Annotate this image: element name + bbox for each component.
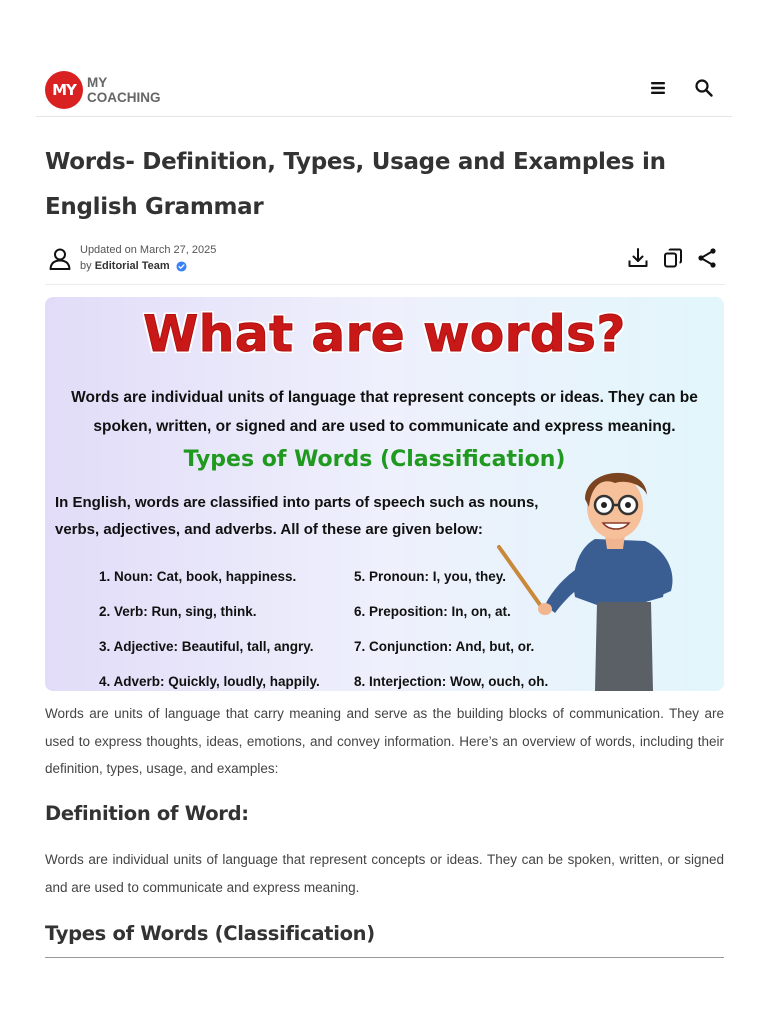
list-item: 4. Adverb: Quickly, loudly, happily.	[99, 674, 320, 689]
list-item: 1. Noun: Cat, book, happiness.	[99, 569, 297, 584]
hero-title: What are words?	[143, 305, 626, 363]
parts-of-speech-left	[99, 559, 320, 691]
list-item: 8. Interjection: Wow, ouch, oh.	[354, 674, 549, 689]
article-meta	[45, 240, 725, 285]
article-title: Words- Definition, Types, Usage and Examples in English Grammar	[45, 149, 666, 220]
hero-subtitle-text: Types of Words (Classification)	[183, 447, 566, 472]
author-line	[80, 258, 216, 274]
hero-image	[45, 297, 724, 691]
list-item: 7. Conjunction: And, but, or.	[354, 639, 535, 654]
definition-heading: Definition of Word:	[45, 802, 249, 825]
meta-text	[80, 242, 216, 274]
definition-paragraph: Words are individual units of language that represent concepts or ideas. They can be spoken, written, or signed and are used to communicate and express meaning.	[45, 852, 724, 895]
list-item: 6. Preposition: In, on, at.	[354, 604, 511, 619]
search-icon[interactable]	[692, 76, 716, 100]
list-item: 5. Pronoun: I, you, they.	[354, 569, 507, 584]
share-icon[interactable]	[695, 246, 719, 270]
list-item: 2. Verb: Run, sing, think.	[99, 604, 257, 619]
download-icon[interactable]	[626, 246, 650, 270]
hero-definition-text: Words are individual units of language that represent concepts or ideas. They can be spoken, written, or signed and are used to communicate and express meaning.	[71, 389, 698, 435]
logo-badge: MY	[45, 71, 83, 109]
author-name[interactable]: Editorial Team	[94, 260, 170, 272]
site-logo[interactable]	[45, 71, 161, 109]
hero-definition	[45, 383, 724, 441]
section-divider	[45, 957, 724, 958]
teacher-illustration	[485, 437, 724, 691]
site-header	[36, 60, 732, 117]
list-item: 3. Adjective: Beautiful, tall, angry.	[99, 639, 314, 654]
logo-line-2: COACHING	[87, 90, 161, 105]
verified-icon	[176, 261, 187, 272]
by-prefix: by	[80, 260, 92, 272]
user-icon	[47, 246, 73, 272]
hero-intro: In English, words are classified into parts of speech such as nouns, verbs, adjectives, and adverbs. All of these are given below:	[55, 494, 539, 538]
menu-icon[interactable]	[646, 76, 670, 100]
logo-text	[87, 75, 161, 105]
intro-paragraph: Words are units of language that carry meaning and serve as the building blocks of communication. They are used to express thoughts, ideas, emotions, and convey information. Here’s an overview of words, including their definition, types, usage, and examples:	[45, 706, 724, 776]
copy-icon[interactable]	[661, 246, 685, 270]
types-heading: Types of Words (Classification)	[45, 922, 375, 945]
logo-line-1: MY	[87, 75, 108, 90]
updated-date: Updated on March 27, 2025	[80, 244, 217, 256]
